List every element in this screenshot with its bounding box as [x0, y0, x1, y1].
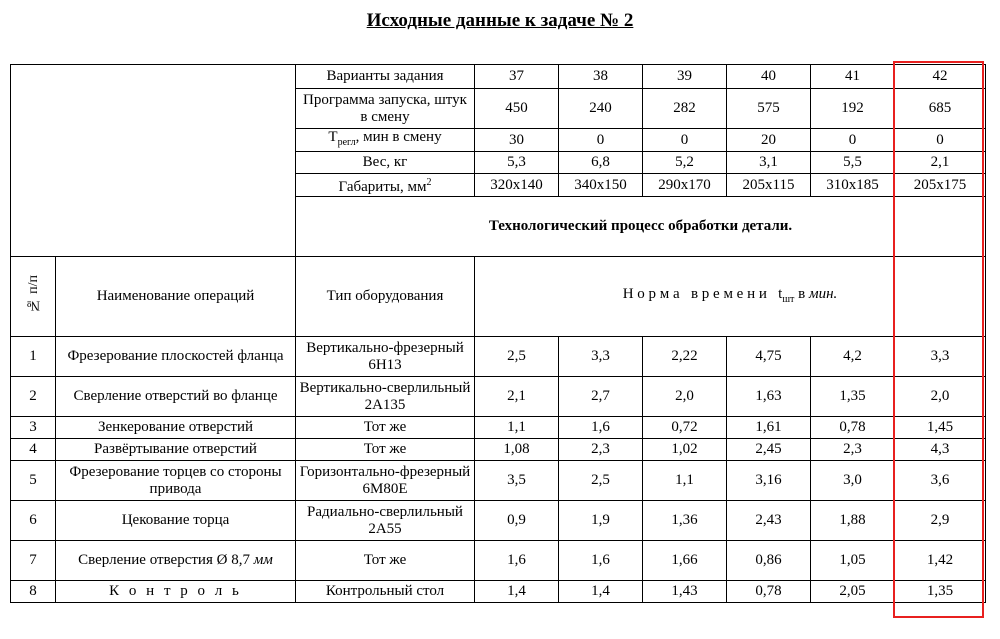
variant-cell: 37 — [475, 65, 559, 89]
operation-equipment: Тот же — [296, 439, 475, 461]
blank-corner — [11, 65, 296, 257]
operation-name: Развёртывание отверстий — [56, 439, 296, 461]
time-cell: 1,1 — [643, 461, 727, 501]
operation-equipment: Контрольный стол — [296, 581, 475, 603]
time-cell: 3,3 — [895, 337, 986, 377]
time-cell: 0,9 — [475, 501, 559, 541]
time-cell: 4,3 — [895, 439, 986, 461]
time-cell: 0,78 — [727, 581, 811, 603]
operation-num: 5 — [11, 461, 56, 501]
operation-name: Сверление отверстия Ø 8,7 мм — [56, 541, 296, 581]
operation-row — [11, 337, 986, 377]
document-title: Исходные данные к задаче № 2 — [366, 10, 634, 31]
time-cell: 1,45 — [895, 417, 986, 439]
time-cell: 1,1 — [475, 417, 559, 439]
time-cell: 4,75 — [727, 337, 811, 377]
time-cell: 1,6 — [559, 417, 643, 439]
program-cell: 450 — [475, 89, 559, 129]
operation-row — [11, 541, 986, 581]
operation-num: 6 — [11, 501, 56, 541]
program-cell: 685 — [895, 89, 986, 129]
time-cell: 2,45 — [727, 439, 811, 461]
time-cell: 2,3 — [559, 439, 643, 461]
time-cell: 1,05 — [811, 541, 895, 581]
time-cell: 1,08 — [475, 439, 559, 461]
norm-header: Н о р м а в р е м е н и $t_{шт}$ в мин. — [475, 257, 986, 337]
time-cell: 3,5 — [475, 461, 559, 501]
operation-num: 7 — [11, 541, 56, 581]
time-cell: 2,1 — [475, 377, 559, 417]
operation-row — [11, 501, 986, 541]
time-cell: 1,42 — [895, 541, 986, 581]
operation-num: 3 — [11, 417, 56, 439]
time-cell: 1,36 — [643, 501, 727, 541]
operation-equipment: Вертикально-фрезерный 6Н13 — [296, 337, 475, 377]
operation-equipment: Радиально-сверлильный 2А55 — [296, 501, 475, 541]
operation-header: Наименование операций — [56, 257, 296, 337]
variant-cell: 41 — [811, 65, 895, 89]
operation-num: 8 — [11, 581, 56, 603]
weight-cell: 5,2 — [643, 152, 727, 174]
operation-name: Цекование торца — [56, 501, 296, 541]
variants-label: Варианты задания — [296, 65, 475, 89]
time-cell: 2,0 — [643, 377, 727, 417]
equipment-header: Тип оборудования — [296, 257, 475, 337]
num-header: № п/п — [11, 257, 56, 337]
weight-cell: 6,8 — [559, 152, 643, 174]
time-cell: 3,16 — [727, 461, 811, 501]
operation-equipment: Тот же — [296, 417, 475, 439]
time-cell: 2,0 — [895, 377, 986, 417]
operation-row — [11, 581, 986, 603]
weight-cell: 2,1 — [895, 152, 986, 174]
time-cell: 1,02 — [643, 439, 727, 461]
time-cell: 0,72 — [643, 417, 727, 439]
treg-label: $Т_{регл}$, мин в смену — [296, 129, 475, 152]
time-cell: 1,35 — [895, 581, 986, 603]
operation-name: К о н т р о л ь — [56, 581, 296, 603]
time-cell: 1,88 — [811, 501, 895, 541]
program-cell: 192 — [811, 89, 895, 129]
time-cell: 1,6 — [475, 541, 559, 581]
dims-cell: 290х170 — [643, 174, 727, 197]
time-cell: 1,61 — [727, 417, 811, 439]
time-cell: 2,22 — [643, 337, 727, 377]
time-cell: 3,6 — [895, 461, 986, 501]
time-cell: 1,35 — [811, 377, 895, 417]
time-cell: 1,4 — [475, 581, 559, 603]
program-label: Программа запуска, штук в смену — [296, 89, 475, 129]
variant-cell: 38 — [559, 65, 643, 89]
time-cell: 1,43 — [643, 581, 727, 603]
operation-name: Сверление отверстий во фланце — [56, 377, 296, 417]
operation-num: 1 — [11, 337, 56, 377]
treg-cell: 30 — [475, 129, 559, 152]
time-cell: 2,43 — [727, 501, 811, 541]
program-cell: 575 — [727, 89, 811, 129]
time-cell: 2,9 — [895, 501, 986, 541]
operation-row — [11, 377, 986, 417]
time-cell: 1,9 — [559, 501, 643, 541]
dims-cell: 310х185 — [811, 174, 895, 197]
task-data-table — [10, 64, 986, 603]
time-cell: 1,66 — [643, 541, 727, 581]
time-cell: 0,86 — [727, 541, 811, 581]
treg-cell: 20 — [727, 129, 811, 152]
weight-label: Вес, кг — [296, 152, 475, 174]
dims-cell: 205х115 — [727, 174, 811, 197]
treg-cell: 0 — [895, 129, 986, 152]
time-cell: 2,5 — [475, 337, 559, 377]
time-cell: 4,2 — [811, 337, 895, 377]
columns-header-row — [11, 257, 986, 337]
time-cell: 2,5 — [559, 461, 643, 501]
program-cell: 282 — [643, 89, 727, 129]
time-cell: 3,3 — [559, 337, 643, 377]
variant-cell: 39 — [643, 65, 727, 89]
time-cell: 2,3 — [811, 439, 895, 461]
variants-row — [11, 65, 986, 89]
dims-cell: 340х150 — [559, 174, 643, 197]
dims-label: Габариты, $мм^2$ — [296, 174, 475, 197]
operation-equipment: Тот же — [296, 541, 475, 581]
operation-row — [11, 439, 986, 461]
section-title: Технологический процесс обработки детали. — [296, 197, 986, 257]
operation-row — [11, 461, 986, 501]
time-cell: 1,6 — [559, 541, 643, 581]
operation-num: 2 — [11, 377, 56, 417]
operation-name: Фрезерование плоскостей фланца — [56, 337, 296, 377]
operation-name: Фрезерование торцев со стороны привода — [56, 461, 296, 501]
variant-cell: 42 — [895, 65, 986, 89]
weight-cell: 3,1 — [727, 152, 811, 174]
dims-cell: 320х140 — [475, 174, 559, 197]
time-cell: 0,78 — [811, 417, 895, 439]
dims-cell: 205х175 — [895, 174, 986, 197]
weight-cell: 5,3 — [475, 152, 559, 174]
operation-equipment: Горизонтально-фрезерный 6М80Е — [296, 461, 475, 501]
operation-num: 4 — [11, 439, 56, 461]
time-cell: 1,4 — [559, 581, 643, 603]
operation-name: Зенкерование отверстий — [56, 417, 296, 439]
treg-cell: 0 — [811, 129, 895, 152]
program-cell: 240 — [559, 89, 643, 129]
time-cell: 3,0 — [811, 461, 895, 501]
operation-row — [11, 417, 986, 439]
variant-cell: 40 — [727, 65, 811, 89]
time-cell: 1,63 — [727, 377, 811, 417]
time-cell: 2,05 — [811, 581, 895, 603]
time-cell: 2,7 — [559, 377, 643, 417]
treg-cell: 0 — [559, 129, 643, 152]
weight-cell: 5,5 — [811, 152, 895, 174]
treg-cell: 0 — [643, 129, 727, 152]
operation-equipment: Вертикально-сверлильный 2А135 — [296, 377, 475, 417]
